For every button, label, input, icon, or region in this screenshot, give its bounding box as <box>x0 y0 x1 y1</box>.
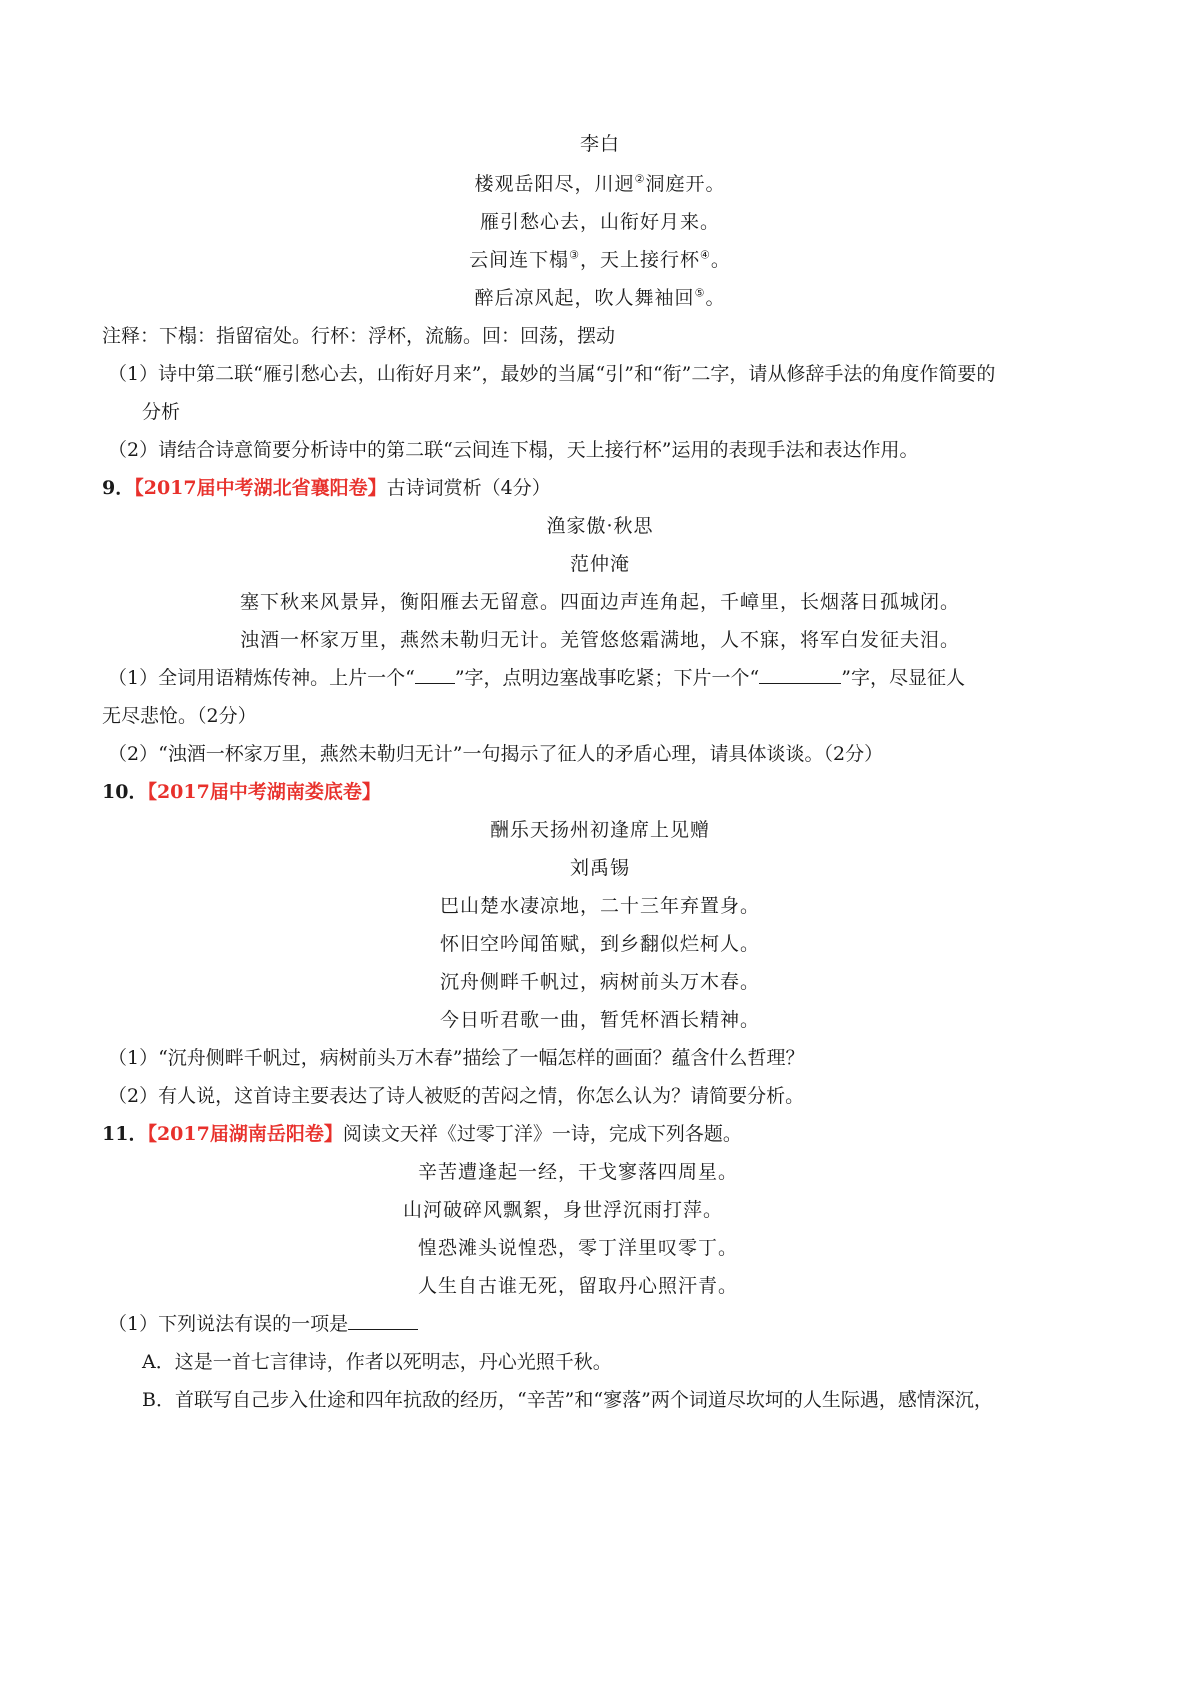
question-heading <box>102 1120 1200 1148</box>
poem-title: 渔家傲·秋思 <box>546 515 654 537</box>
question-text <box>108 1310 1200 1338</box>
question-text: 无尽悲怆。（2分） <box>102 705 257 727</box>
question-text: （2）“浊酒一杯家万里，燕然未勒归无计”一句揭示了征人的矛盾心理，请具体谈谈。（2分） <box>108 743 884 765</box>
question-text: （1）下列说法有误的一项是 <box>108 1313 349 1335</box>
poem-line: 怀旧空吟闻笛赋，到乡翻似烂柯人。 <box>439 933 760 955</box>
question-text: （2）有人说，这首诗主要表达了诗人被贬的苦闷之情，你怎么认为？请简要分析。 <box>108 1085 805 1107</box>
answer-blank[interactable] <box>348 1311 418 1330</box>
note-marker: ③ <box>569 248 580 262</box>
poem-line: 今日听君歌一曲，暂凭杯酒长精神。 <box>439 1009 760 1031</box>
question-text: （1）诗中第二联“雁引愁心去，山衔好月来”，最妙的当属“引”和“衔”二字，请从修辞手法的角度作简要的 <box>108 363 996 385</box>
source-tag: 【2017届中考湖南娄底卷】 <box>147 781 381 803</box>
poem-line: 惶恐滩头说惶恐，零丁洋里叹零丁。 <box>418 1237 739 1259</box>
poem-title: 酬乐天扬州初逢席上见赠 <box>489 819 710 841</box>
poem-text: 洞庭开。 <box>645 173 726 195</box>
poem-line: 塞下秋来风景异，衡阳雁去无留意。四面边声连角起，千嶂里，长烟落日孤城闭。 <box>239 591 960 613</box>
poem-author-text: 李白 <box>579 133 620 155</box>
question-text: （2）请结合诗意简要分析诗中的第二联“云间连下榻，天上接行杯”运用的表现手法和表达作用。 <box>108 439 919 461</box>
poem-line <box>0 246 1200 274</box>
poem-author: 刘禹锡 <box>569 857 630 879</box>
question-text: 分析 <box>142 401 181 423</box>
heading-text: 古诗词赏析（4分） <box>386 477 551 499</box>
answer-blank[interactable] <box>415 665 455 684</box>
annotation: 注释：下榻：指留宿处。行杯：浮杯，流觞。回：回荡，摆动 <box>102 325 616 347</box>
note-marker: ④ <box>700 248 711 262</box>
poem-line: 巴山楚水凄凉地，二十三年弃置身。 <box>439 895 760 917</box>
question-text: （1）全词用语精炼传神。上片一个“ <box>108 667 415 689</box>
question-heading <box>102 474 1200 502</box>
poem-line <box>0 170 1200 198</box>
question-heading <box>102 778 1200 806</box>
option-b: B．首联写自己步入仕途和四年抗敌的经历，“辛苦”和“寥落”两个词道尽坎坷的人生际遇，感情深沉， <box>142 1389 993 1411</box>
heading-text: 阅读文天祥《过零丁洋》一诗，完成下列各题。 <box>342 1123 742 1145</box>
poem-text: 楼观岳阳尽，川迥 <box>474 173 635 195</box>
question-number: 10． <box>102 781 148 803</box>
poem-text: 。 <box>710 249 731 271</box>
source-tag: 【2017届中考湖北省襄阳卷】 <box>134 477 387 499</box>
question-number: 9． <box>102 477 135 499</box>
poem-text: 。 <box>705 287 726 309</box>
poem-line <box>0 208 1200 236</box>
note-marker: ② <box>634 172 646 186</box>
question-text <box>108 664 1200 692</box>
question-text: ”字，点明边塞战事吃紧；下片一个“ <box>454 667 760 689</box>
poem-text: 云间连下榻 <box>469 249 570 271</box>
question-text: （1）“沉舟侧畔千帆过，病树前头万木春”描绘了一幅怎样的画面？蕴含什么哲理？ <box>108 1047 805 1069</box>
poem-line: 浊酒一杯家万里，燕然未勒归无计。羌管悠悠霜满地，人不寐，将军白发征夫泪。 <box>239 629 960 651</box>
question-text: ”字，尽显征人 <box>841 667 965 689</box>
poem-author: 范仲淹 <box>569 553 630 575</box>
answer-blank[interactable] <box>759 665 841 684</box>
poem-line: 沉舟侧畔千帆过，病树前头万木春。 <box>439 971 760 993</box>
poem-text: 雁引愁心去，山衔好月来。 <box>479 211 720 233</box>
poem-text: 醉后凉风起，吹人舞袖回 <box>474 287 695 309</box>
poem-line: 人生自古谁无死，留取丹心照汗青。 <box>418 1275 739 1297</box>
poem-author <box>0 130 1200 158</box>
poem-line: 山河破碎风飘絮，身世浮沉雨打萍。 <box>403 1199 724 1221</box>
option-a: A．这是一首七言律诗，作者以死明志，丹心光照千秋。 <box>142 1351 612 1373</box>
poem-line: 辛苦遭逢起一经，干戈寥落四周星。 <box>418 1161 739 1183</box>
poem-line <box>0 284 1200 312</box>
note-marker: ⑤ <box>694 286 706 300</box>
source-tag: 【2017届湖南岳阳卷】 <box>147 1123 343 1145</box>
poem-text: ，天上接行杯 <box>579 249 700 271</box>
question-number: 11． <box>102 1123 148 1145</box>
